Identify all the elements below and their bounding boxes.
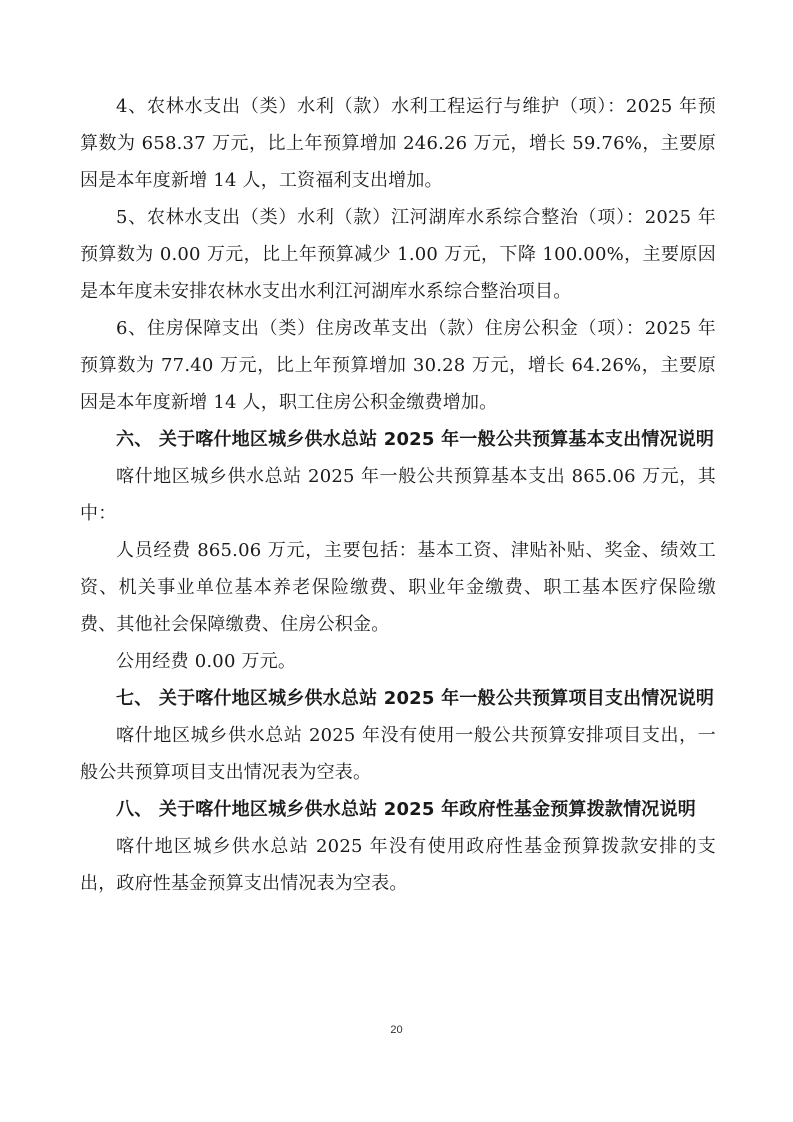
public-expenses: 公用经费 0.00 万元。 [116,651,297,672]
basic-expenditure-summary: 喀什地区城乡供水总站 2025 年一般公共预算基本支出 865.06 万元，其中： [80,466,716,524]
page-number: 20 [390,1024,403,1036]
paragraph-item-6: 6、住房保障支出（类）住房改革支出（款）住房公积金（项）：2025 年预算数为 77.40 万元，比上年预算增加 30.28 万元，增长 64.26%，主要原因是本年度新增 14 人，职工住房公积金缴费增加。 [80,318,716,413]
project-expenditure-note: 喀什地区城乡供水总站 2025 年没有使用一般公共预算安排项目支出，一般公共预算项目支出情况表为空表。 [80,725,716,783]
section-heading-8: 八、 关于喀什地区城乡供水总站 2025 年政府性基金预算拨款情况说明 [116,799,696,820]
government-fund-note: 喀什地区城乡供水总站 2025 年没有使用政府性基金预算拨款安排的支出，政府性基金预算支出情况表为空表。 [80,836,716,894]
document-body [80,88,716,902]
paragraph-item-4: 4、农林水支出（类）水利（款）水利工程运行与维护（项）：2025 年预算数为 658.37 万元，比上年预算增加 246.26 万元，增长 59.76%，主要原因是本年度新增 14 人，工资福利支出增加。 [80,96,716,191]
paragraph-item-5: 5、农林水支出（类）水利（款）江河湖库水系综合整治（项）：2025 年预算数为 0.00 万元，比上年预算减少 1.00 万元，下降 100.00%，主要原因是本年度未安排农林水支出水利江河湖库水系综合整治项目。 [80,207,716,302]
personnel-expenses: 人员经费 865.06 万元，主要包括：基本工资、津贴补贴、奖金、绩效工资、机关事业单位基本养老保险缴费、职业年金缴费、职工基本医疗保险缴费、其他社会保障缴费、住房公积金。 [80,540,716,635]
section-heading-7: 七、 关于喀什地区城乡供水总站 2025 年一般公共预算项目支出情况说明 [116,688,715,709]
section-heading-6: 六、 关于喀什地区城乡供水总站 2025 年一般公共预算基本支出情况说明 [116,429,715,450]
